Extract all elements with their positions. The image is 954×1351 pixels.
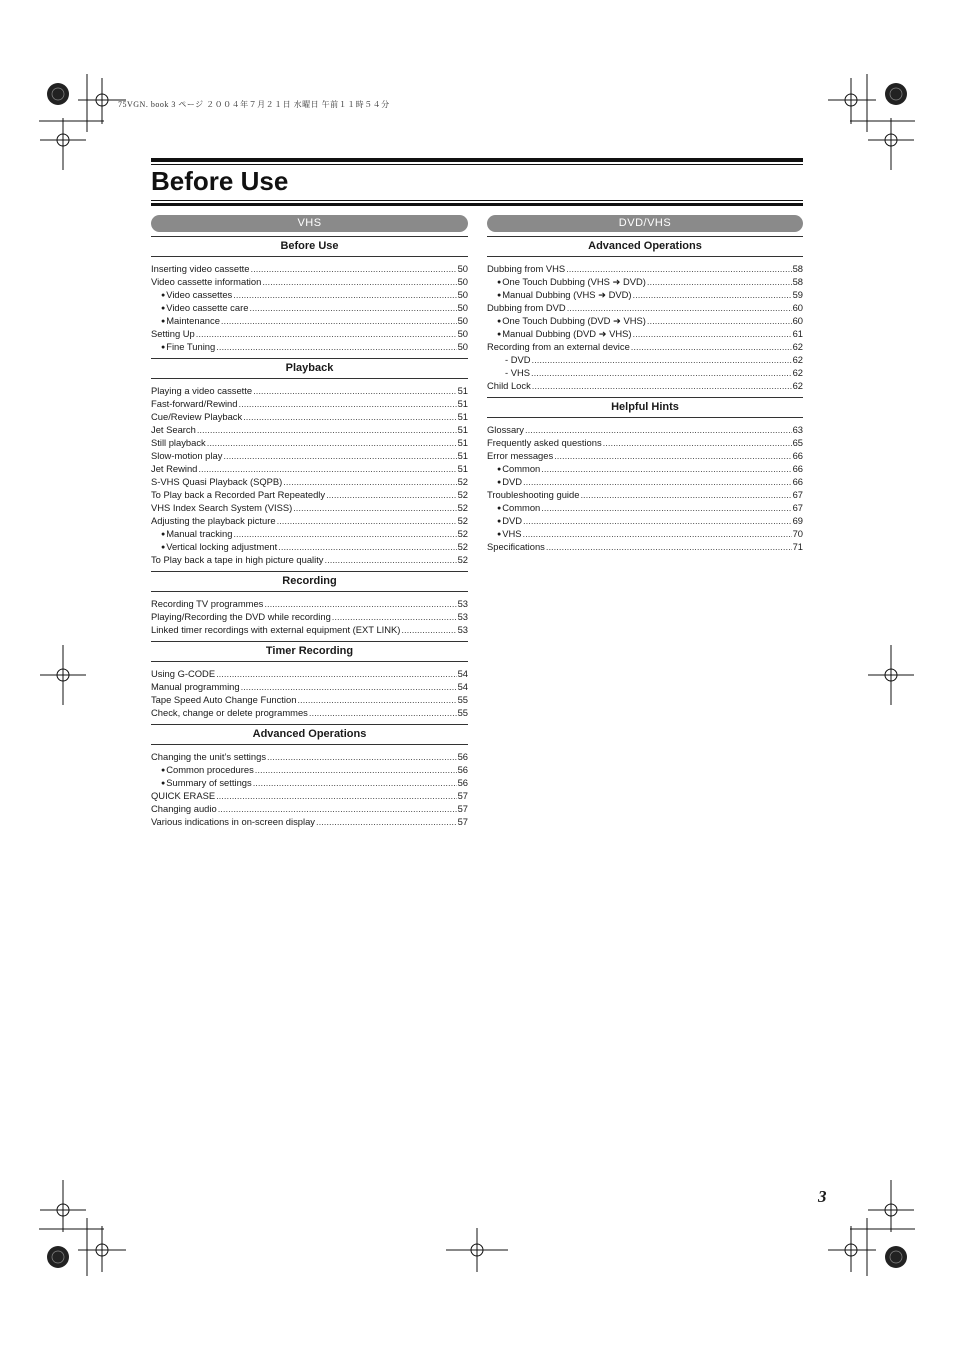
toc-entry	[487, 540, 803, 553]
leader-dots	[196, 327, 457, 340]
toc-entry	[487, 353, 803, 366]
toc-entry	[151, 706, 468, 719]
toc-entry-label: Glossary	[487, 424, 524, 435]
toc-entry-label: Fast-forward/Rewind	[151, 398, 238, 409]
toc-entry	[151, 275, 468, 288]
toc-entry-page: 52	[457, 489, 468, 500]
toc-entry	[151, 623, 468, 636]
toc-entry-label: Check, change or delete programmes	[151, 707, 308, 718]
title-rule-bottom-thin	[151, 200, 803, 201]
title-rule-top-thick	[151, 158, 803, 162]
leader-dots	[207, 436, 457, 449]
toc-entry-label: To Play back a Recorded Part Repeatedly	[151, 489, 326, 500]
toc-entry-page: 62	[792, 380, 803, 391]
toc-entry-label: ● Video cassettes	[161, 288, 232, 303]
toc-entry	[151, 462, 468, 475]
toc-entry-label: Frequently asked questions	[487, 437, 602, 448]
leader-dots	[603, 436, 792, 449]
toc-entry-label: Recording from an external device	[487, 341, 630, 352]
toc-entry-page: 57	[457, 816, 468, 827]
toc-entry-label: Linked timer recordings with external equipment (EXT LINK)	[151, 624, 401, 635]
toc-column-dvd-vhs	[487, 215, 803, 553]
leader-dots	[541, 462, 791, 475]
toc-entry	[151, 763, 468, 776]
toc-entry-label: ● Common	[497, 462, 540, 477]
toc-entry-label: ● VHS	[497, 527, 522, 542]
toc-entry-label: Tape Speed Auto Change Function	[151, 694, 297, 705]
toc-entry-page: 51	[457, 450, 468, 461]
section-title: Before Use	[151, 236, 468, 257]
column-heading: DVD/VHS	[487, 215, 803, 232]
toc-entry-page: 53	[457, 611, 468, 622]
toc-entry-label: ● Vertical locking adjustment	[161, 540, 277, 555]
toc-entry-label: Various indications in on-screen display	[151, 816, 315, 827]
leader-dots	[253, 384, 456, 397]
toc-entry-page: 51	[457, 463, 468, 474]
toc-entry-page: 52	[457, 541, 468, 552]
toc-entry-page: 62	[792, 354, 803, 365]
leader-dots	[326, 488, 457, 501]
leader-dots	[647, 314, 792, 327]
leader-dots	[267, 750, 457, 763]
toc-entry-page: 59	[792, 289, 803, 300]
toc-entry-label: ● Manual tracking	[161, 527, 232, 542]
toc-entry-label: Changing audio	[151, 803, 217, 814]
toc-entry-page: 66	[792, 476, 803, 487]
toc-entry-page: 66	[792, 450, 803, 461]
title-rule-top-thin	[151, 164, 803, 165]
leader-dots	[532, 379, 792, 392]
toc-entry	[151, 501, 468, 514]
leader-dots	[332, 610, 457, 623]
toc-entry	[487, 275, 803, 288]
leader-dots	[223, 449, 456, 462]
toc-entry-label: Jet Search	[151, 424, 196, 435]
toc-entry-label: ● Video cassette care	[161, 301, 248, 316]
leader-dots	[309, 706, 457, 719]
leader-dots	[218, 802, 457, 815]
toc-entry	[151, 553, 468, 566]
section-title: Playback	[151, 358, 468, 379]
toc-entry-label: Inserting video cassette	[151, 263, 250, 274]
toc-entry	[151, 527, 468, 540]
toc-entry	[487, 301, 803, 314]
toc-entry	[151, 514, 468, 527]
column-heading: VHS	[151, 215, 468, 232]
toc-entry-label: ● Manual Dubbing (DVD ➜ VHS)	[497, 327, 632, 342]
toc-entry-page: 55	[457, 694, 468, 705]
toc-section	[151, 358, 468, 566]
toc-entry	[151, 475, 468, 488]
toc-entry-label: Playing/Recording the DVD while recording	[151, 611, 331, 622]
leader-dots	[216, 667, 456, 680]
leader-dots	[198, 462, 456, 475]
toc-entry	[151, 397, 468, 410]
toc-entry-page: 60	[792, 302, 803, 313]
toc-entry-page: 63	[792, 424, 803, 435]
section-title: Recording	[151, 571, 468, 592]
section-title: Helpful Hints	[487, 397, 803, 418]
toc-entry-label: Playing a video cassette	[151, 385, 253, 396]
page-title: Before Use	[151, 166, 289, 196]
toc-entry-label: Setting Up	[151, 328, 195, 339]
toc-entry	[487, 449, 803, 462]
toc-entry	[151, 789, 468, 802]
toc-entry	[151, 597, 468, 610]
toc-entry-label: VHS Index Search System (VISS)	[151, 502, 293, 513]
toc-entry-page: 57	[457, 790, 468, 801]
toc-entry-page: 50	[457, 341, 468, 352]
leader-dots	[233, 288, 456, 301]
toc-entry	[151, 436, 468, 449]
leader-dots	[278, 540, 456, 553]
toc-entry-label: ● One Touch Dubbing (VHS ➜ DVD)	[497, 275, 646, 290]
leader-dots	[566, 262, 791, 275]
leader-dots	[541, 501, 791, 514]
toc-entry-page: 52	[457, 528, 468, 539]
toc-entry-page: 65	[792, 437, 803, 448]
toc-entry-label: Still playback	[151, 437, 206, 448]
toc-entry-page: 57	[457, 803, 468, 814]
toc-entry-page: 53	[457, 598, 468, 609]
toc-entry-label: ● Maintenance	[161, 314, 220, 329]
toc-entry-page: 67	[792, 489, 803, 500]
toc-entry-page: 50	[457, 276, 468, 287]
toc-entry	[151, 288, 468, 301]
toc-entry-page: 56	[457, 764, 468, 775]
leader-dots	[546, 540, 792, 553]
toc-entry-page: 71	[792, 541, 803, 552]
leader-dots	[197, 423, 457, 436]
toc-entry-page: 60	[792, 315, 803, 326]
toc-entry-label: QUICK ERASE	[151, 790, 216, 801]
toc-entry-page: 52	[457, 554, 468, 565]
leader-dots	[567, 301, 792, 314]
toc-entry	[487, 327, 803, 340]
toc-entry-page: 54	[457, 668, 468, 679]
leader-dots	[633, 327, 792, 340]
leader-dots	[532, 353, 792, 366]
toc-section	[151, 236, 468, 353]
toc-entry	[151, 449, 468, 462]
toc-entry-page: 67	[792, 502, 803, 513]
toc-entry	[151, 314, 468, 327]
toc-entry-page: 52	[457, 476, 468, 487]
leader-dots	[233, 527, 456, 540]
toc-entry	[487, 488, 803, 501]
toc-entry-page: 66	[792, 463, 803, 474]
toc-entry-label: ● Manual Dubbing (VHS ➜ DVD)	[497, 288, 632, 303]
toc-entry-page: 70	[792, 528, 803, 539]
toc-entry-label: Jet Rewind	[151, 463, 198, 474]
leader-dots	[316, 815, 457, 828]
toc-entry-page: 50	[457, 289, 468, 300]
leader-dots	[531, 366, 792, 379]
toc-entry	[151, 410, 468, 423]
toc-entry	[151, 384, 468, 397]
leader-dots	[401, 623, 456, 636]
toc-entry-page: 56	[457, 777, 468, 788]
toc-section	[151, 641, 468, 719]
leader-dots	[325, 553, 457, 566]
toc-entry-label: Using G-CODE	[151, 668, 216, 679]
toc-entry	[151, 802, 468, 815]
toc-entry	[487, 340, 803, 353]
toc-entry	[487, 379, 803, 392]
leader-dots	[243, 410, 456, 423]
title-rule-bottom-thick	[151, 203, 803, 206]
toc-entry	[151, 667, 468, 680]
leader-dots	[277, 514, 457, 527]
toc-entry-label: ● Common procedures	[161, 763, 254, 778]
toc-entry-label: Dubbing from VHS	[487, 263, 566, 274]
leader-dots	[221, 314, 457, 327]
toc-entry-label: S-VHS Quasi Playback (SQPB)	[151, 476, 283, 487]
toc-entry-label: Changing the unit’s settings	[151, 751, 267, 762]
toc-entry	[487, 366, 803, 379]
toc-entry	[151, 340, 468, 353]
toc-entry-page: 58	[792, 276, 803, 287]
toc-entry-label: ● DVD	[497, 475, 522, 490]
toc-entry-page: 56	[457, 751, 468, 762]
toc-entry	[151, 693, 468, 706]
leader-dots	[262, 275, 456, 288]
toc-entry-label: Recording TV programmes	[151, 598, 264, 609]
toc-entry-label: - VHS	[505, 366, 530, 379]
toc-entry	[487, 514, 803, 527]
toc-sections	[151, 236, 468, 828]
leader-dots	[631, 340, 792, 353]
toc-entry	[487, 262, 803, 275]
toc-entry	[487, 527, 803, 540]
toc-column-vhs	[151, 215, 468, 828]
toc-entry-page: 54	[457, 681, 468, 692]
toc-entry-page: 69	[792, 515, 803, 526]
leader-dots	[251, 262, 457, 275]
toc-entry-label: ● Summary of settings	[161, 776, 252, 791]
toc-entry	[151, 488, 468, 501]
toc-entry-label: Cue/Review Playback	[151, 411, 243, 422]
leader-dots	[523, 514, 792, 527]
toc-entry	[151, 815, 468, 828]
toc-entry	[487, 501, 803, 514]
toc-entry-page: 62	[792, 341, 803, 352]
toc-entry	[151, 327, 468, 340]
toc-entry	[151, 262, 468, 275]
toc-entry-label: ● DVD	[497, 514, 522, 529]
leader-dots	[525, 423, 792, 436]
toc-entry-label: - DVD	[505, 353, 531, 366]
toc-entry-page: 55	[457, 707, 468, 718]
leader-dots	[580, 488, 791, 501]
toc-entry	[487, 462, 803, 475]
toc-entry	[487, 436, 803, 449]
toc-section	[487, 397, 803, 553]
toc-entry-label: Adjusting the playback picture	[151, 515, 276, 526]
toc-entry-label: To Play back a tape in high picture quality	[151, 554, 324, 565]
toc-section	[487, 236, 803, 392]
leader-dots	[253, 776, 457, 789]
toc-entry	[487, 423, 803, 436]
leader-dots	[293, 501, 456, 514]
section-title: Timer Recording	[151, 641, 468, 662]
leader-dots	[249, 301, 456, 314]
toc-entry-page: 62	[792, 367, 803, 378]
leader-dots	[241, 680, 457, 693]
leader-dots	[239, 397, 457, 410]
toc-entry	[151, 540, 468, 553]
leader-dots	[216, 789, 456, 802]
toc-entry-label: Slow-motion play	[151, 450, 223, 461]
toc-entry	[151, 301, 468, 314]
toc-entry	[151, 610, 468, 623]
leader-dots	[647, 275, 792, 288]
toc-section	[151, 571, 468, 636]
toc-entry	[151, 423, 468, 436]
toc-entry-label: Manual programming	[151, 681, 240, 692]
toc-entry-page: 51	[457, 437, 468, 448]
toc-entry-page: 50	[457, 315, 468, 326]
leader-dots	[255, 763, 457, 776]
toc-entry-page: 51	[457, 424, 468, 435]
section-title: Advanced Operations	[487, 236, 803, 257]
toc-entry-page: 51	[457, 385, 468, 396]
leader-dots	[216, 340, 456, 353]
toc-entry-page: 52	[457, 515, 468, 526]
section-title: Advanced Operations	[151, 724, 468, 745]
toc-entry	[487, 314, 803, 327]
leader-dots	[297, 693, 456, 706]
toc-entry-page: 50	[457, 302, 468, 313]
print-header-note: 75VGN. book 3 ページ ２００４年７月２１日 水曜日 午前１１時５４分	[118, 100, 390, 109]
toc-entry-page: 52	[457, 502, 468, 513]
toc-entry	[151, 680, 468, 693]
toc-entry	[487, 288, 803, 301]
toc-entry-page: 58	[792, 263, 803, 274]
toc-entry-page: 51	[457, 398, 468, 409]
leader-dots	[554, 449, 791, 462]
toc-entry-page: 53	[457, 624, 468, 635]
toc-entry-label: Video cassette information	[151, 276, 262, 287]
leader-dots	[283, 475, 456, 488]
page-number: 3	[818, 1187, 827, 1206]
toc-entry	[151, 750, 468, 763]
toc-entry-label: Dubbing from DVD	[487, 302, 566, 313]
toc-entry-page: 50	[457, 263, 468, 274]
toc-entry-page: 61	[792, 328, 803, 339]
toc-entry-page: 50	[457, 328, 468, 339]
leader-dots	[523, 527, 792, 540]
toc-entry-label: Troubleshooting guide	[487, 489, 580, 500]
toc-entry-page: 51	[457, 411, 468, 422]
toc-entry-label: Error messages	[487, 450, 554, 461]
toc-entry-label: Specifications	[487, 541, 545, 552]
leader-dots	[633, 288, 792, 301]
leader-dots	[523, 475, 792, 488]
toc-entry	[487, 475, 803, 488]
toc-section	[151, 724, 468, 828]
toc-entry	[151, 776, 468, 789]
toc-entry-label: Child Lock	[487, 380, 531, 391]
toc-entry-label: ● Common	[497, 501, 540, 516]
toc-entry-label: ● Fine Tuning	[161, 340, 215, 355]
leader-dots	[264, 597, 456, 610]
toc-entry-label: ● One Touch Dubbing (DVD ➜ VHS)	[497, 314, 646, 329]
toc-sections	[487, 236, 803, 553]
